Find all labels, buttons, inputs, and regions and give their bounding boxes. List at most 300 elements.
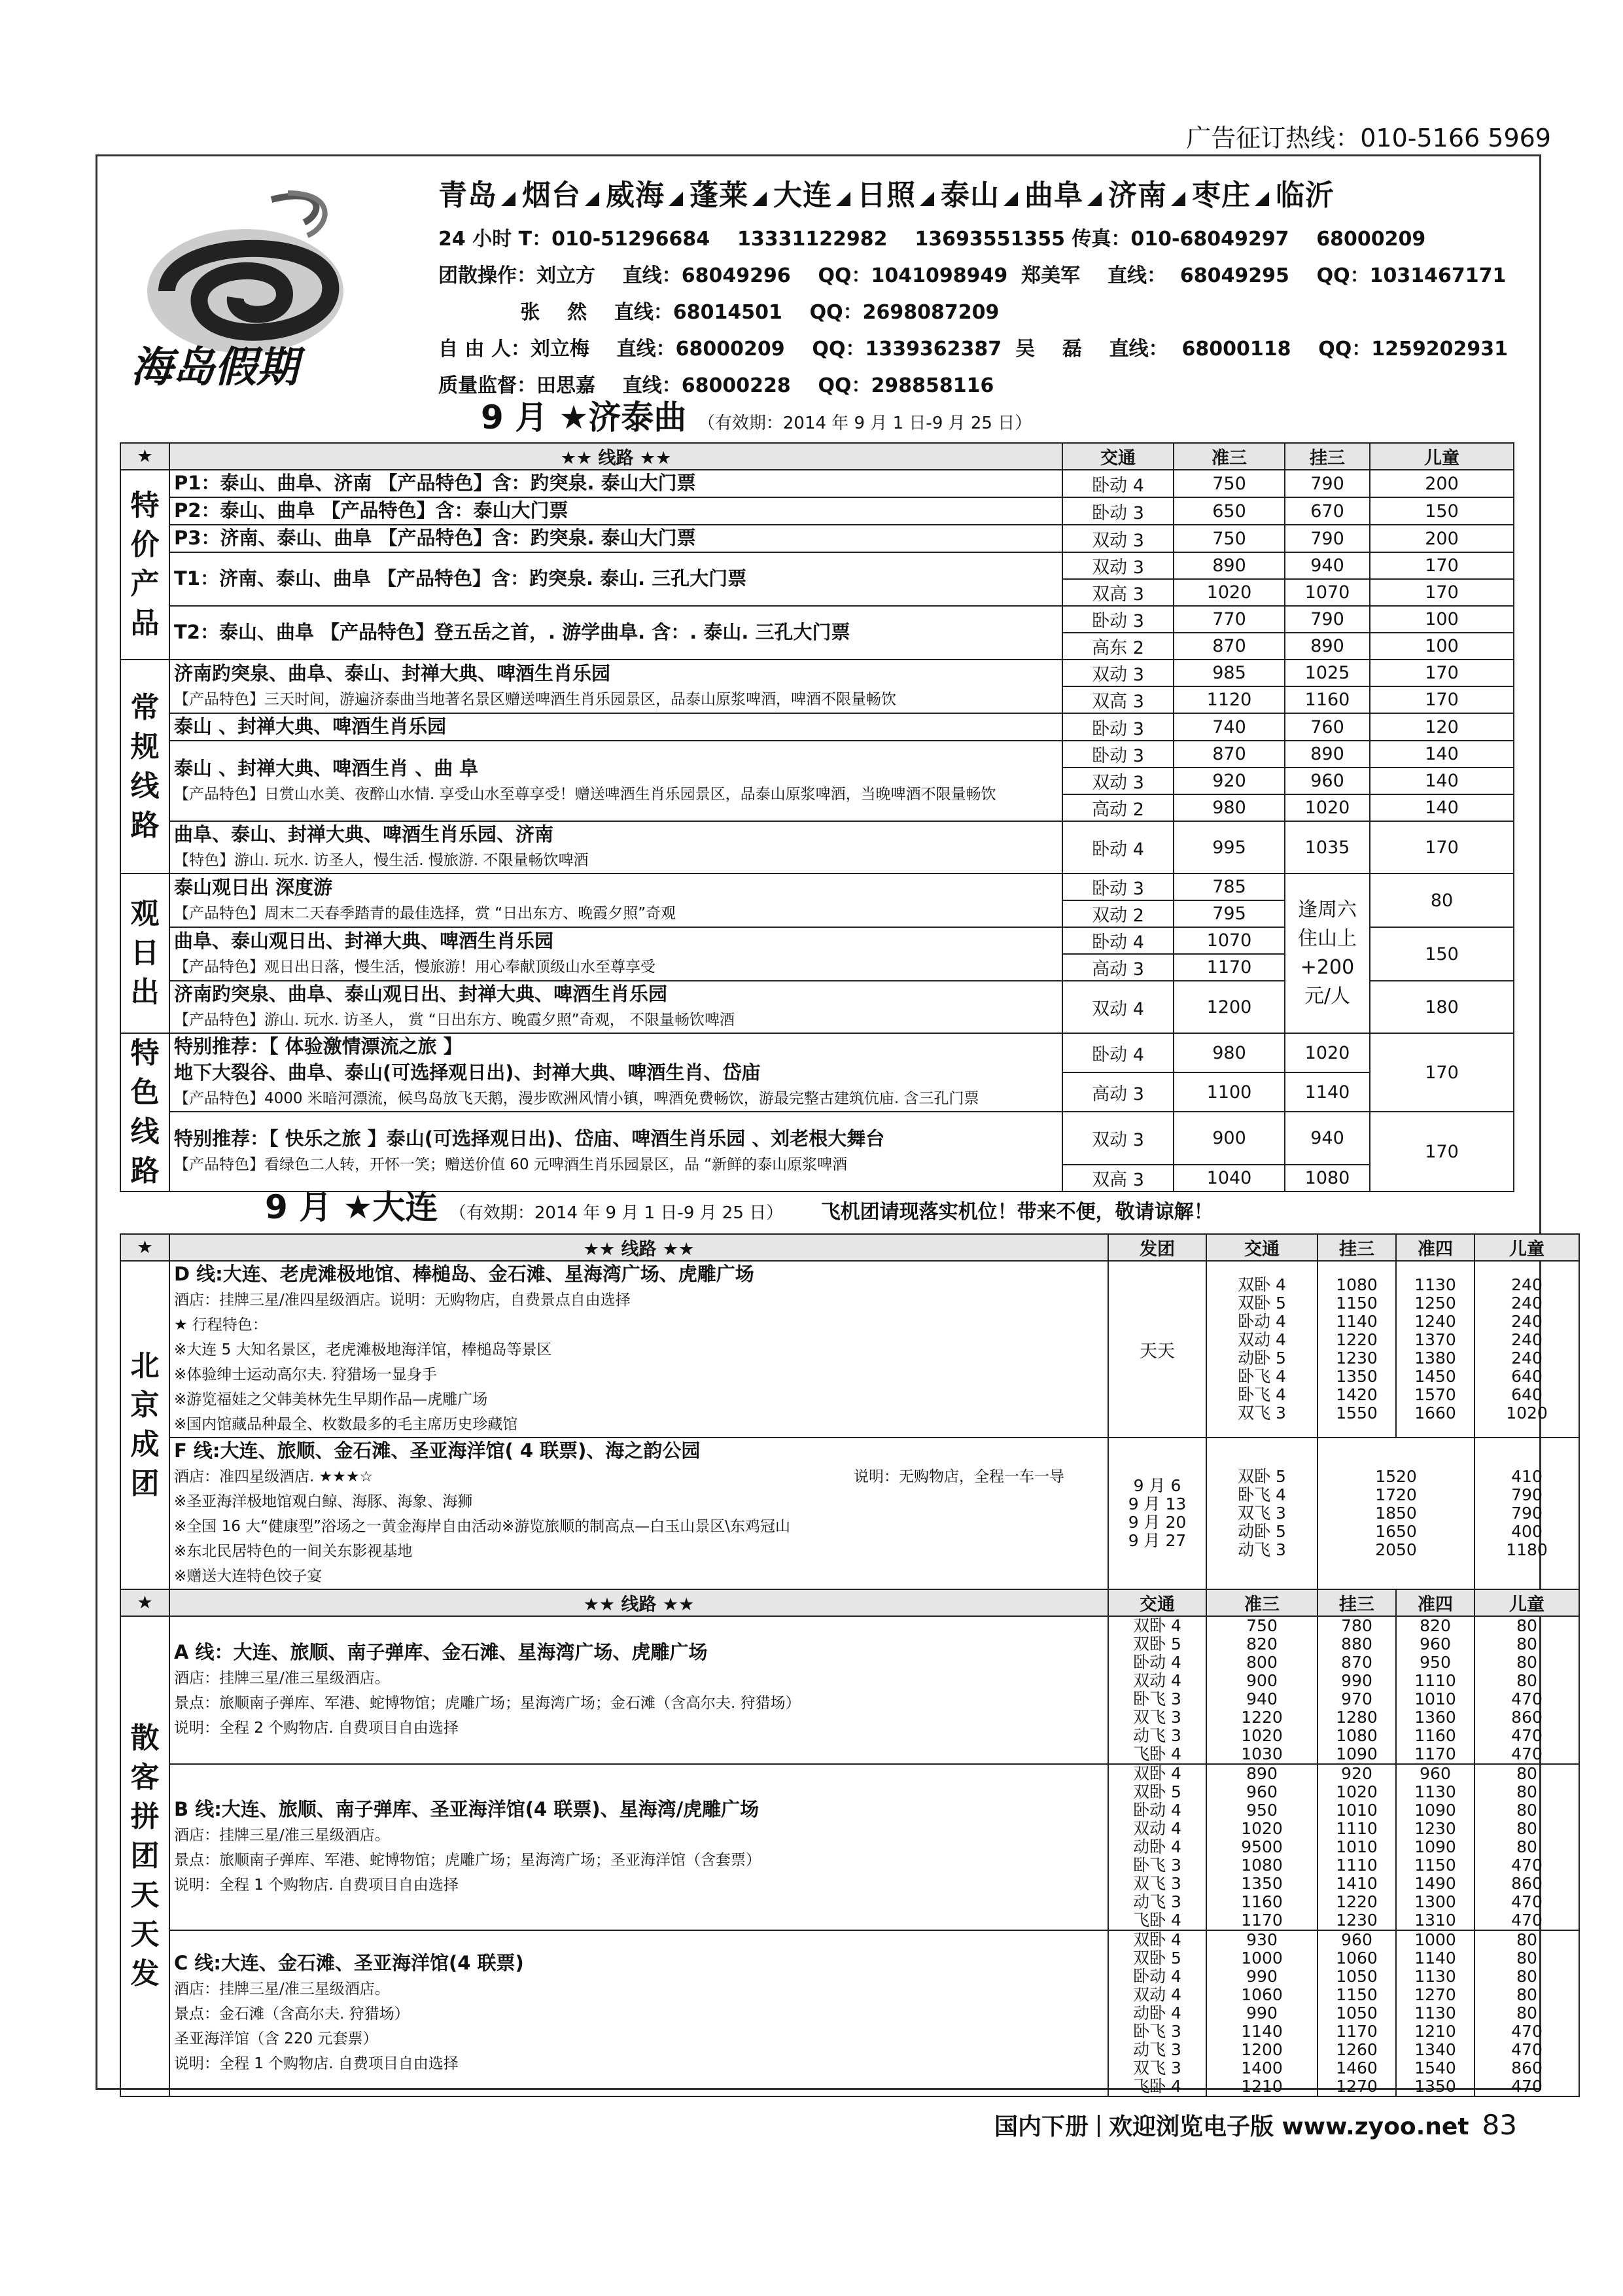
footer-divider bbox=[1098, 2115, 1100, 2137]
route-name: 曲阜、泰山、封禅大典、啤酒生肖乐园、济南 bbox=[174, 823, 554, 845]
cell-line: 1140 bbox=[1336, 1312, 1378, 1331]
cell-line: 470 bbox=[1511, 1856, 1543, 1875]
cell-line: 1020 bbox=[1241, 1819, 1283, 1838]
route-title bbox=[174, 1126, 1058, 1152]
column-header: ★★ 线路 ★★ bbox=[169, 1234, 1108, 1261]
route-cell bbox=[169, 606, 1062, 660]
route-desc: 【产品特色】三天时间，游遍济泰曲当地著名景区赠送啤酒生肖乐园景区，品泰山原浆啤酒，啤酒不限量畅饮 bbox=[174, 691, 896, 708]
transport-cell: 双高 3 bbox=[1062, 579, 1174, 606]
cell-line: 1420 bbox=[1336, 1385, 1378, 1404]
table-row bbox=[120, 1438, 1579, 1589]
transport-cell: 卧动 3 bbox=[1062, 497, 1174, 525]
dalian-note: 飞机团请现落实机位！带来不便，敬请谅解！ bbox=[820, 1201, 1213, 1224]
cell-line: 1460 bbox=[1336, 2058, 1378, 2077]
hotel-info: 酒店：准四星级酒店. ★★★☆ bbox=[174, 1468, 374, 1485]
route-name: P3：济南、泰山、曲阜 【产品特色】含：趵突泉. 泰山大门票 bbox=[174, 527, 696, 549]
cell-line: 1130 bbox=[1414, 1967, 1456, 1986]
price-child bbox=[1475, 1438, 1579, 1589]
cell-line: 470 bbox=[1511, 1726, 1543, 1745]
cell-line: 1230 bbox=[1336, 1349, 1378, 1368]
price-gua3: 1020 bbox=[1285, 794, 1370, 821]
city-list bbox=[438, 171, 1537, 213]
cell-line: 1340 bbox=[1414, 2040, 1456, 2059]
price-child: 150 bbox=[1370, 497, 1514, 525]
cell-line: 940 bbox=[1246, 1689, 1278, 1708]
price-child: 200 bbox=[1370, 525, 1514, 552]
route-name: 泰山观日出 深度游 bbox=[174, 876, 333, 898]
price-child: 140 bbox=[1370, 794, 1514, 821]
cell-line: 双动 4 bbox=[1133, 1985, 1181, 2004]
route-desc: 酒店：挂牌三星/准四星级酒店。说明：无购物店，自费景点自由选择 bbox=[174, 1292, 631, 1309]
cell-line: 1170 bbox=[1336, 2022, 1378, 2041]
cell-line: 双动 4 bbox=[1133, 1819, 1181, 1838]
table-row bbox=[120, 606, 1514, 633]
cell-line: 1550 bbox=[1336, 1404, 1378, 1422]
price-zhun3 bbox=[1206, 1930, 1318, 2096]
cell-line: 1350 bbox=[1336, 1367, 1378, 1386]
cell-line: 410 bbox=[1511, 1467, 1543, 1486]
route-desc: 说明：全程 1 个购物店. 自费项目自由选择 bbox=[174, 1877, 459, 1894]
triangle-icon bbox=[1087, 192, 1102, 206]
cell-line: 80 bbox=[1516, 1967, 1537, 1986]
price-gua3: 1020 bbox=[1285, 1033, 1370, 1072]
table-row bbox=[120, 1616, 1579, 1764]
table-row bbox=[120, 552, 1514, 579]
cell-line: 1200 bbox=[1241, 2040, 1283, 2059]
cell-line: 960 bbox=[1246, 1782, 1278, 1801]
cell-line: 1380 bbox=[1414, 1349, 1456, 1368]
transport-cell: 高动 3 bbox=[1062, 954, 1174, 981]
cell-line: 1110 bbox=[1414, 1671, 1456, 1690]
price-gua3: 1160 bbox=[1285, 686, 1370, 713]
price-combined bbox=[1318, 1438, 1475, 1589]
cell-line: 1540 bbox=[1414, 2058, 1456, 2077]
price-child: 140 bbox=[1370, 741, 1514, 768]
cell-line: 双卧 5 bbox=[1133, 1949, 1181, 1968]
header-row bbox=[120, 1234, 1579, 1261]
dalian-valid: （有效期：2014 年 9 月 1 日-9 月 25 日） bbox=[449, 1203, 784, 1223]
table-row bbox=[120, 660, 1514, 686]
cell-line: 950 bbox=[1420, 1653, 1451, 1672]
cell-line: 双飞 3 bbox=[1238, 1504, 1286, 1523]
triangle-icon bbox=[836, 192, 850, 206]
price-zhun4 bbox=[1396, 1764, 1475, 1930]
table-row bbox=[120, 1033, 1514, 1072]
price-child: 170 bbox=[1370, 1112, 1514, 1192]
transport-cell: 双动 3 bbox=[1062, 660, 1174, 686]
route-title bbox=[174, 875, 1058, 901]
route-desc: ※国内馆藏品种最全、枚数最多的毛主席历史珍藏馆 bbox=[174, 1416, 518, 1433]
cell-line: 卧飞 4 bbox=[1238, 1485, 1286, 1504]
cell-line: 飞卧 4 bbox=[1133, 1911, 1181, 1930]
route-desc: ※体验绅士运动高尔夫. 狩猎场一显身手 bbox=[174, 1366, 437, 1383]
route-cell bbox=[169, 821, 1062, 874]
price-child: 100 bbox=[1370, 606, 1514, 633]
price-zhun3: 890 bbox=[1174, 552, 1285, 579]
depart-cell: 天天 bbox=[1108, 1261, 1206, 1438]
cell-line: 1000 bbox=[1414, 1930, 1456, 1949]
cell-line: 920 bbox=[1341, 1764, 1372, 1783]
route-cell bbox=[169, 713, 1062, 741]
transport-cell: 双动 3 bbox=[1062, 1112, 1174, 1165]
cell-line: 80 bbox=[1516, 2004, 1537, 2022]
transport-cell: 卧动 3 bbox=[1062, 713, 1174, 741]
weekend-surcharge-note: 逢周六住山上+200元/人 bbox=[1285, 874, 1370, 1033]
cell-line: 1030 bbox=[1241, 1744, 1283, 1763]
contact-line: 质量监督：田思嘉 直线：68000228 QQ：298858116 bbox=[438, 374, 994, 397]
route-name: 济南趵突泉、曲阜、泰山、封禅大典、啤酒生肖乐园 bbox=[174, 662, 611, 684]
cell-line: 1240 bbox=[1414, 1312, 1456, 1331]
route-cell bbox=[169, 741, 1062, 821]
route-title bbox=[174, 620, 1058, 646]
route-cell bbox=[169, 1438, 1108, 1589]
table-row bbox=[120, 525, 1514, 552]
cell-line: 1050 bbox=[1336, 2004, 1378, 2022]
cell-line: 1310 bbox=[1414, 1911, 1456, 1930]
price-gua3: 790 bbox=[1285, 606, 1370, 633]
cell-line: 80 bbox=[1516, 1782, 1537, 1801]
explain-info: 说明：无购物店，全程一车一导 bbox=[854, 1468, 1064, 1485]
route-cell bbox=[169, 470, 1062, 497]
route-cell bbox=[169, 1930, 1108, 2096]
route-cell bbox=[169, 927, 1062, 981]
column-header: 挂三 bbox=[1285, 443, 1370, 470]
cell-line: 1110 bbox=[1336, 1856, 1378, 1875]
cell-line: 1220 bbox=[1336, 1892, 1378, 1911]
route-name: 济南趵突泉、曲阜、泰山观日出、封禅大典、啤酒生肖乐园 bbox=[174, 983, 668, 1005]
cell-line: 1130 bbox=[1414, 2004, 1456, 2022]
cell-line: 动飞 3 bbox=[1133, 2040, 1181, 2059]
header-row bbox=[120, 1589, 1579, 1616]
cell-line: 1360 bbox=[1414, 1708, 1456, 1727]
price-gua3: 1025 bbox=[1285, 660, 1370, 686]
transport-cell bbox=[1108, 1616, 1206, 1764]
cell-line: 1060 bbox=[1336, 1949, 1378, 1968]
cell-line: 双卧 5 bbox=[1133, 1782, 1181, 1801]
cell-line: 80 bbox=[1516, 1764, 1537, 1783]
price-gua3: 760 bbox=[1285, 713, 1370, 741]
price-zhun3: 980 bbox=[1174, 1033, 1285, 1072]
category-label: 北京成团 bbox=[120, 1261, 169, 1589]
dalian-table bbox=[120, 1233, 1580, 2097]
route-desc: 【产品特色】日赏山水美、夜醉山水情. 享受山水至尊享受！赠送啤酒生肖乐园景区，品泰山原浆啤酒，当晚啤酒不限量畅饮 bbox=[174, 785, 996, 803]
cell-line: 900 bbox=[1246, 1671, 1278, 1690]
price-zhun3: 1070 bbox=[1174, 927, 1285, 954]
cell-line: 1020 bbox=[1241, 1726, 1283, 1745]
route-name: 特别推荐：【 体验激情漂流之旅 】 bbox=[174, 1035, 462, 1057]
route-desc: 【产品特色】4000 米暗河漂流，候鸟岛放飞天鹅，漫步欧洲风情小镇，啤酒免费畅饮，游最完整古建筑伉庙. 含三孔门票 bbox=[174, 1090, 979, 1107]
price-zhun3: 785 bbox=[1174, 874, 1285, 900]
triangle-icon bbox=[1003, 192, 1018, 206]
price-child: 80 bbox=[1370, 874, 1514, 927]
route-desc: 说明：全程 2 个购物店. 自费项目自由选择 bbox=[174, 1720, 459, 1737]
price-gua3 bbox=[1318, 1616, 1396, 1764]
table-row bbox=[120, 1930, 1579, 2096]
dalian-title: 9 月 ★大连 bbox=[265, 1188, 438, 1226]
cell-line: 990 bbox=[1246, 1967, 1278, 1986]
cell-line: 1160 bbox=[1241, 1892, 1283, 1911]
triangle-icon bbox=[1171, 192, 1185, 206]
cell-line: 80 bbox=[1516, 1634, 1537, 1653]
route-cell bbox=[169, 1112, 1062, 1192]
cell-line: 870 bbox=[1341, 1653, 1372, 1672]
footer bbox=[994, 2108, 1517, 2142]
cell-line: 双卧 5 bbox=[1133, 1634, 1181, 1653]
column-header: ★ bbox=[120, 1234, 169, 1261]
transport-cell: 卧动 4 bbox=[1062, 927, 1174, 954]
cell-line: 1180 bbox=[1506, 1540, 1548, 1559]
city-name: 蓬莱 bbox=[689, 179, 748, 212]
route-desc: 景点：旅顺南子弹库、军港、蛇博物馆；虎雕广场；星海湾广场；金石滩（含高尔夫. 狩猎场） bbox=[174, 1695, 801, 1712]
cell-line: 2050 bbox=[1375, 1540, 1417, 1559]
route-title bbox=[174, 1262, 1104, 1288]
price-zhun3: 740 bbox=[1174, 713, 1285, 741]
cell-line: 1650 bbox=[1375, 1522, 1417, 1541]
cell-line: 1010 bbox=[1336, 1801, 1378, 1820]
cell-line: 1010 bbox=[1414, 1689, 1456, 1708]
route-name: T2：泰山、曲阜 【产品特色】登五岳之首，. 游学曲阜. 含：. 泰山. 三孔大门票 bbox=[174, 621, 850, 643]
route-desc: ※东北民居特色的一间关东影视基地 bbox=[174, 1543, 413, 1560]
column-header: 准三 bbox=[1206, 1589, 1318, 1616]
column-header: 准四 bbox=[1396, 1589, 1475, 1616]
page-number: 83 bbox=[1482, 2109, 1517, 2141]
cell-line: 1080 bbox=[1336, 1726, 1378, 1745]
transport-cell bbox=[1108, 1764, 1206, 1930]
cell-line: 80 bbox=[1516, 1985, 1537, 2004]
transport-cell: 双动 3 bbox=[1062, 552, 1174, 579]
price-gua3: 670 bbox=[1285, 497, 1370, 525]
transport-cell bbox=[1108, 1930, 1206, 2096]
cell-line: 860 bbox=[1511, 1708, 1543, 1727]
price-gua3 bbox=[1318, 1261, 1396, 1438]
cell-line: 双卧 4 bbox=[1133, 1616, 1181, 1635]
column-header: 儿童 bbox=[1475, 1234, 1579, 1261]
column-header: 发团 bbox=[1108, 1234, 1206, 1261]
transport-cell: 高东 2 bbox=[1062, 633, 1174, 660]
route-name: 特别推荐：【 快乐之旅 】泰山(可选择观日出)、岱庙、啤酒生肖乐园 、刘老根大舞台 bbox=[174, 1127, 885, 1150]
cell-line: 双飞 3 bbox=[1133, 1708, 1181, 1727]
cell-line: 80 bbox=[1516, 1801, 1537, 1820]
cell-line: 双飞 3 bbox=[1133, 1874, 1181, 1893]
column-header: 挂三 bbox=[1318, 1589, 1396, 1616]
route-name: D 线:大连、老虎滩极地馆、棒槌岛、金石滩、星海湾广场、虎雕广场 bbox=[174, 1263, 754, 1285]
cell-line: 1110 bbox=[1336, 1819, 1378, 1838]
price-gua3: 790 bbox=[1285, 470, 1370, 497]
footer-website[interactable]: 欢迎浏览电子版 www.zyoo.net bbox=[1109, 2113, 1469, 2140]
contact-line: 团散操作：刘立方 直线：68049296 QQ：1041098949 郑美军 直线： 68049295 QQ：1031467171 bbox=[438, 264, 1507, 287]
cell-line: 960 bbox=[1420, 1764, 1451, 1783]
price-child: 170 bbox=[1370, 579, 1514, 606]
cell-line: 930 bbox=[1246, 1930, 1278, 1949]
cell-line: 1350 bbox=[1241, 1874, 1283, 1893]
route-name: C 线:大连、金石滩、圣亚海洋馆(4 联票) bbox=[174, 1952, 524, 1974]
route-cell bbox=[169, 981, 1062, 1033]
cell-line: 1150 bbox=[1336, 1985, 1378, 2004]
cell-line: 1720 bbox=[1375, 1485, 1417, 1504]
cell-line: 1150 bbox=[1414, 1856, 1456, 1875]
cell-line: 640 bbox=[1511, 1385, 1543, 1404]
cell-line: 卧动 4 bbox=[1238, 1312, 1286, 1331]
cell-line: 970 bbox=[1341, 1689, 1372, 1708]
route-title bbox=[174, 928, 1058, 955]
haidao-logo bbox=[108, 173, 422, 396]
contact-line: 张 然 直线：68014501 QQ：2698087209 bbox=[438, 301, 1000, 324]
cell-line: 动卧 4 bbox=[1133, 2004, 1181, 2022]
cell-line: 800 bbox=[1246, 1653, 1278, 1672]
route-desc: ※大连 5 大知名景区，老虎滩极地海洋馆，棒槌岛等景区 bbox=[174, 1341, 552, 1358]
triangle-icon bbox=[1255, 192, 1269, 206]
transport-cell: 卧动 4 bbox=[1062, 470, 1174, 497]
table-row bbox=[120, 470, 1514, 497]
price-child: 120 bbox=[1370, 713, 1514, 741]
route-desc: ※游览福娃之父韩美林先生早期作品—虎雕广场 bbox=[174, 1391, 488, 1408]
table-row bbox=[120, 1764, 1579, 1930]
route-title bbox=[174, 566, 1058, 592]
table-row bbox=[120, 1112, 1514, 1165]
cell-line: 80 bbox=[1516, 1930, 1537, 1949]
route-title bbox=[174, 1640, 1104, 1666]
cell-line: 1080 bbox=[1336, 1275, 1378, 1294]
transport-cell: 双动 4 bbox=[1062, 981, 1174, 1033]
price-zhun3: 795 bbox=[1174, 900, 1285, 927]
route-name: F 线:大连、旅顺、金石滩、圣亚海洋馆( 4 联票)、海之韵公园 bbox=[174, 1439, 701, 1462]
cell-line: 9 月 20 bbox=[1128, 1513, 1187, 1532]
price-zhun3: 1200 bbox=[1174, 981, 1285, 1033]
route-cell bbox=[169, 874, 1062, 927]
column-header: 儿童 bbox=[1475, 1589, 1579, 1616]
footer-volume: 国内下册 bbox=[994, 2113, 1089, 2140]
transport-cell: 卧动 3 bbox=[1062, 606, 1174, 633]
column-header: ★★ 线路 ★★ bbox=[169, 443, 1062, 470]
cell-line: 80 bbox=[1516, 1819, 1537, 1838]
category-label: 特色线路 bbox=[120, 1033, 169, 1192]
column-header: 准三 bbox=[1174, 443, 1285, 470]
cell-line: 1250 bbox=[1414, 1294, 1456, 1313]
route-desc: 景点：旅顺南子弹库、军港、蛇博物馆；虎雕广场；星海湾广场；圣亚海洋馆（含套票） bbox=[174, 1852, 761, 1869]
cell-line: 1570 bbox=[1414, 1385, 1456, 1404]
cell-line: 双飞 3 bbox=[1133, 2058, 1181, 2077]
cell-line: 1660 bbox=[1414, 1404, 1456, 1422]
price-zhun3: 1120 bbox=[1174, 686, 1285, 713]
transport-cell: 双动 3 bbox=[1062, 525, 1174, 552]
price-gua3: 1070 bbox=[1285, 579, 1370, 606]
cell-line: 1080 bbox=[1241, 1856, 1283, 1875]
cell-line: 双动 4 bbox=[1238, 1330, 1286, 1349]
dalian-section-title bbox=[265, 1181, 1213, 1228]
transport-cell: 双动 3 bbox=[1062, 768, 1174, 794]
cell-line: 卧飞 4 bbox=[1238, 1385, 1286, 1404]
price-zhun3: 1040 bbox=[1174, 1165, 1285, 1192]
price-zhun3: 770 bbox=[1174, 606, 1285, 633]
route-name: T1：济南、泰山、曲阜 【产品特色】含：趵突泉. 泰山. 三孔大门票 bbox=[174, 567, 747, 590]
table-row bbox=[120, 874, 1514, 900]
cell-line: 1090 bbox=[1414, 1837, 1456, 1856]
price-child: 180 bbox=[1370, 981, 1514, 1033]
route-hotel-line bbox=[174, 1464, 1104, 1489]
price-zhun3: 870 bbox=[1174, 633, 1285, 660]
cell-line: 80 bbox=[1516, 1616, 1537, 1635]
route-cell bbox=[169, 1764, 1108, 1930]
cell-line: 卧动 4 bbox=[1133, 1653, 1181, 1672]
column-header: ★ bbox=[120, 443, 169, 470]
price-child: 170 bbox=[1370, 1033, 1514, 1112]
table-row bbox=[120, 821, 1514, 874]
transport-cell: 高动 2 bbox=[1062, 794, 1174, 821]
price-gua3: 940 bbox=[1285, 1112, 1370, 1165]
cell-line: 双卧 5 bbox=[1238, 1294, 1286, 1313]
cell-line: 880 bbox=[1341, 1634, 1372, 1653]
route-title bbox=[174, 714, 1058, 740]
cell-line: 80 bbox=[1516, 1653, 1537, 1672]
cell-line: 1090 bbox=[1336, 1744, 1378, 1763]
triangle-icon bbox=[585, 192, 599, 206]
cell-line: 640 bbox=[1511, 1367, 1543, 1386]
cell-line: 240 bbox=[1511, 1312, 1543, 1331]
cell-line: 1210 bbox=[1241, 2077, 1283, 2096]
table-row bbox=[120, 713, 1514, 741]
price-gua3: 1035 bbox=[1285, 821, 1370, 874]
category-label: 常规线路 bbox=[120, 660, 169, 874]
route-desc: 【产品特色】游山. 玩水. 访圣人， 赏 “日出东方、晚霞夕照”奇观， 不限量畅饮啤酒 bbox=[174, 1012, 735, 1029]
cell-line: 双飞 3 bbox=[1238, 1404, 1286, 1422]
cell-line: 470 bbox=[1511, 1689, 1543, 1708]
cell-line: 240 bbox=[1511, 1330, 1543, 1349]
price-child: 100 bbox=[1370, 633, 1514, 660]
cell-line: 1270 bbox=[1414, 1985, 1456, 2004]
route-desc: ★ 行程特色： bbox=[174, 1316, 268, 1333]
cell-line: 动飞 3 bbox=[1133, 1726, 1181, 1745]
route-title bbox=[174, 470, 1058, 497]
price-child bbox=[1475, 1616, 1579, 1764]
route-name: 泰山 、封禅大典、啤酒生肖 、曲 阜 bbox=[174, 756, 479, 779]
route-desc: ※赠送大连特色饺子宴 bbox=[174, 1568, 323, 1585]
cell-line: 860 bbox=[1511, 1874, 1543, 1893]
cell-line: 卧动 4 bbox=[1133, 1967, 1181, 1986]
cell-line: 1520 bbox=[1375, 1467, 1417, 1486]
cell-line: 卧飞 3 bbox=[1133, 2022, 1181, 2041]
column-header: ★ bbox=[120, 1589, 169, 1616]
route-name: B 线:大连、旅顺、南子弹库、圣亚海洋馆(4 联票)、星海湾/虎雕广场 bbox=[174, 1798, 759, 1820]
transport-cell: 高动 3 bbox=[1062, 1072, 1174, 1112]
price-gua3: 960 bbox=[1285, 768, 1370, 794]
price-child: 170 bbox=[1370, 686, 1514, 713]
transport-cell: 双高 3 bbox=[1062, 686, 1174, 713]
route-desc: ※全国 16 大“健康型”浴场之一黄金海岸自由活动※游览旅顺的制高点—白玉山景区\东鸡冠山 bbox=[174, 1518, 791, 1535]
cell-line: 卧飞 3 bbox=[1133, 1689, 1181, 1708]
route-desc: 酒店：挂牌三星/准三星级酒店。 bbox=[174, 1827, 390, 1844]
cell-line: 1140 bbox=[1414, 1949, 1456, 1968]
cell-line: 卧动 4 bbox=[1133, 1801, 1181, 1820]
cell-line: 820 bbox=[1420, 1616, 1451, 1635]
route-title bbox=[174, 1797, 1104, 1823]
cell-line: 9 月 13 bbox=[1128, 1494, 1187, 1513]
cell-line: 1270 bbox=[1336, 2077, 1378, 2096]
cell-line: 1490 bbox=[1414, 1874, 1456, 1893]
route-desc: ※圣亚海洋极地馆观白鲸、海豚、海象、海狮 bbox=[174, 1493, 473, 1510]
city-name: 大连 bbox=[773, 179, 832, 212]
transport-cell bbox=[1206, 1261, 1318, 1438]
price-child bbox=[1475, 1261, 1579, 1438]
route-cell bbox=[169, 525, 1062, 552]
route-title bbox=[174, 981, 1058, 1008]
route-title bbox=[174, 756, 1058, 782]
cell-line: 1220 bbox=[1336, 1330, 1378, 1349]
route-desc: 圣亚海洋馆（含 220 元套票） bbox=[174, 2030, 378, 2047]
transport-cell: 卧动 3 bbox=[1062, 874, 1174, 900]
route-name: 曲阜、泰山观日出、封禅大典、啤酒生肖乐园 bbox=[174, 930, 554, 952]
route-title bbox=[174, 1951, 1104, 1977]
cell-line: 双卧 4 bbox=[1133, 1930, 1181, 1949]
